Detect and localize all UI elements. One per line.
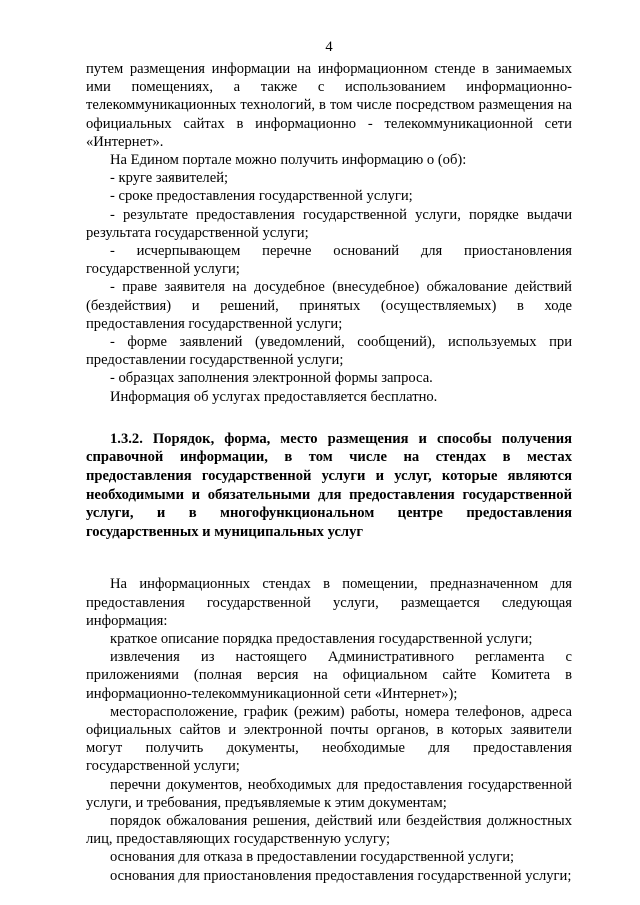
paragraph-portal-lead: На Едином портале можно получить информацию о (об): [110,152,467,169]
paragraph-stands-lead: На информационных стендах в помещении, предназначенном для предоставления государственной услуги, размещается следующая информация: [86,576,572,629]
paragraph-free-note: Информация об услугах предоставляется бесплатно. [110,388,438,405]
list-item: - форме заявлений (уведомлений, сообщений), используемых при предоставлении государственной услуги; [86,334,572,369]
list-item: порядок обжалования решения, действий или бездействия должностных лиц, предоставляющих государственную услугу; [86,813,572,848]
list-item: - круге заявителей; [110,170,229,187]
list-item: - исчерпывающем перечне оснований для приостановления государственной услуги; [86,243,572,278]
list-item: основания для отказа в предоставлении государственной услуги; [110,849,515,866]
list-item: месторасположение, график (режим) работы, номера телефонов, адреса официальных сайтов и электронной почты органов, в которых заявители могут получить документы, необходимые для предоставления государственной услуги; [86,703,572,775]
list-item: краткое описание порядка предоставления государственной услуги; [110,631,533,648]
list-item: - результате предоставления государственной услуги, порядке выдачи результата государственной услуги; [86,206,572,241]
paragraph-continuation: путем размещения информации на информационном стенде в занимаемых ими помещениях, а также с использованием информационно-телекоммуникационных технологий, в том числе посредством размещения на официальных сайтах в информационно - телекоммуникационной сети «Интернет». [86,61,572,150]
list-item: перечни документов, необходимых для предоставления государственной услуги, и требования, предъявляемые к этим документам; [86,776,572,811]
list-item: - праве заявителя на досудебное (внесудебное) обжалование действий (бездействия) и решений, принятых (осуществляемых) в ходе предоставления государственной услуги; [86,279,572,332]
page-number: 4 [325,39,333,55]
list-item: - образцах заполнения электронной формы запроса. [110,370,433,387]
list-item: основания для приостановления предоставления государственной услуги; [110,867,572,884]
spacer [86,541,572,575]
list-item: - сроке предоставления государственной услуги; [110,188,413,205]
list-item: извлечения из настоящего Административного регламента с приложениями (полная версия на официальном сайте Комитета в информационно-телекоммуникационной сети «Интернет»); [86,649,572,702]
section-heading: 1.3.2. Порядок, форма, место размещения и способы получения справочной информации, в том числе на стендах в местах предоставления государственной услуги и услуг, которые являются необходимыми и обязательными для предоставления государственной услуги, и в многофункциональном центре предоставления государственных и муниципальных услуг [86,430,572,540]
